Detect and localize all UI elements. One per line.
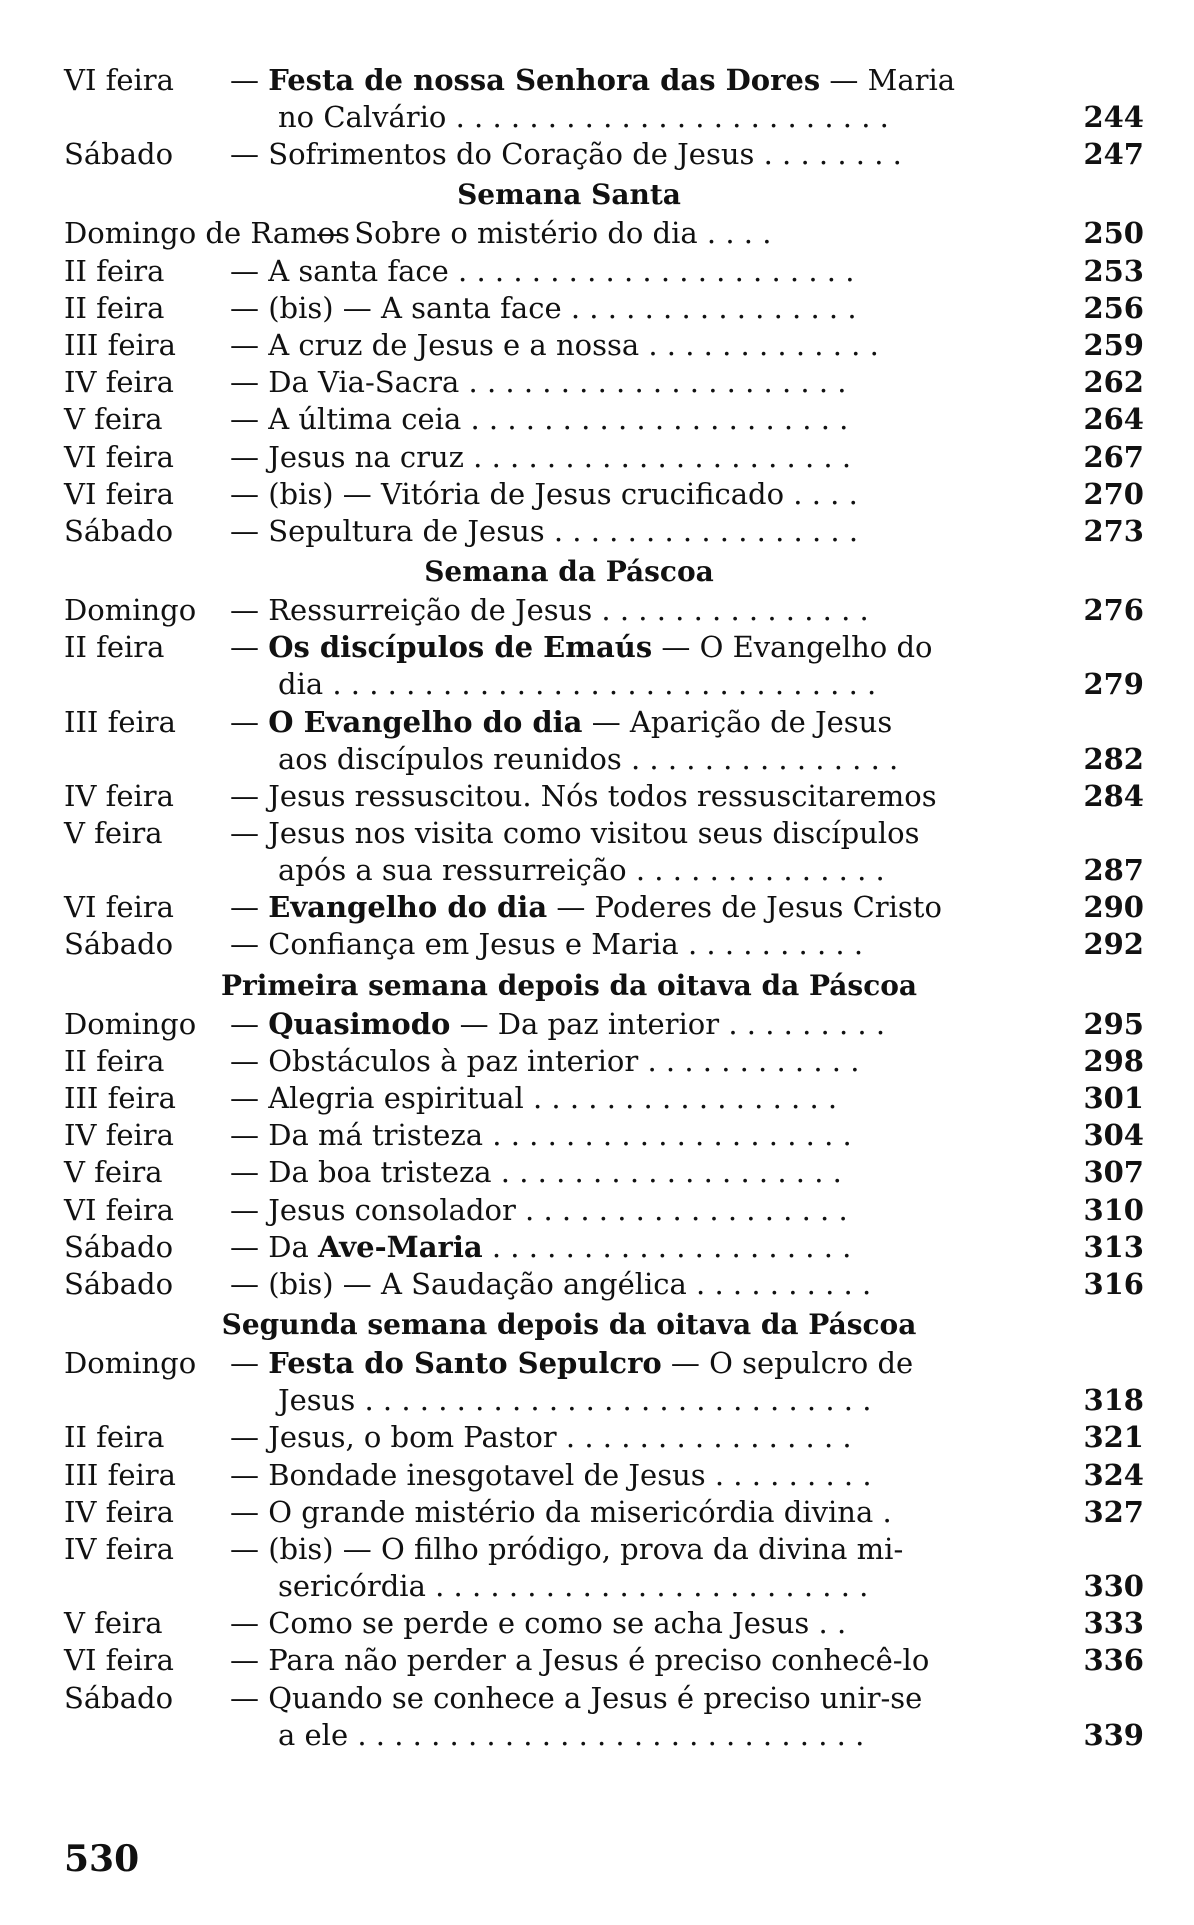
toc-entry-line xyxy=(64,1043,1144,1080)
toc-entry-line xyxy=(64,1117,1144,1154)
entry-title: Jesus . . . . . . . . . . . . . . . . . . . . . . . . . . . . xyxy=(278,1383,872,1418)
entry-title: — (bis) — Vitória de Jesus crucificado . . . . xyxy=(230,476,858,511)
entry-page-number: 304 xyxy=(1083,1118,1144,1153)
toc-entry-line xyxy=(64,704,1144,741)
toc-entry-line xyxy=(64,476,1144,513)
entry-text xyxy=(278,666,876,703)
entry-title: sericórdia . . . . . . . . . . . . . . . . . . . . . . . . xyxy=(278,1569,869,1603)
entry-title: — Alegria espiritual . . . . . . . . . . . . . . . . . xyxy=(230,1081,838,1115)
toc-entry xyxy=(64,1043,1144,1080)
toc-entry-line xyxy=(64,1266,1144,1303)
entry-title: — A santa face . . . . . . . . . . . . . . . . . . . . . . xyxy=(230,253,855,288)
toc-entry-line xyxy=(64,1642,1144,1679)
toc-entry xyxy=(64,592,1144,629)
toc-entry xyxy=(64,1531,1144,1605)
entry-title: — Poderes de Jesus Cristo xyxy=(547,890,942,925)
entry-text xyxy=(278,99,889,136)
toc-entry-line xyxy=(64,666,1144,703)
entry-title: — Jesus consolador . . . . . . . . . . . . . . . . . . xyxy=(230,1192,848,1227)
toc-entry-line xyxy=(64,592,1144,629)
entry-text xyxy=(230,1419,852,1456)
entry-page-number: 313 xyxy=(1083,1229,1144,1264)
entry-text xyxy=(278,741,898,778)
entry-title: — Confiança em Jesus e Maria . . . . . . . . . . xyxy=(230,927,864,962)
toc-entry-line xyxy=(64,1229,1144,1266)
entry-day: Sábado xyxy=(64,1229,174,1264)
entry-text xyxy=(230,1043,859,1080)
entry-page-number: 267 xyxy=(1083,439,1144,474)
entry-title-bold: Festa do Santo Sepulcro xyxy=(268,1346,662,1381)
entry-day: III feira xyxy=(64,1457,176,1492)
entry-title-bold: Festa de nossa Senhora das Dores xyxy=(268,63,821,97)
section-heading: Primeira semana depois da oitava da Páscoa xyxy=(220,968,918,1002)
toc-entry xyxy=(64,513,1144,550)
entry-title: aos discípulos reunidos . . . . . . . . . . . . . . . xyxy=(278,741,899,776)
toc-entry xyxy=(64,1419,1144,1456)
entry-day: Sábado xyxy=(64,927,174,962)
entry-text xyxy=(230,290,857,327)
entry-title: — Sofrimentos do Coração de Jesus . . . . . . . . xyxy=(230,137,902,172)
entry-title: — Da má tristeza . . . . . . . . . . . . . . . . . . . . xyxy=(230,1118,852,1153)
entry-title: após a sua ressurreição . . . . . . . . . . . . . . xyxy=(278,853,885,887)
entry-text xyxy=(230,476,858,513)
entry-page-number: 301 xyxy=(1083,1081,1144,1115)
toc-entry-line xyxy=(64,327,1144,364)
entry-page-number: 290 xyxy=(1083,890,1144,925)
toc-entry-line xyxy=(64,364,1144,401)
toc-entry xyxy=(64,926,1144,963)
entry-day: IV feira xyxy=(64,778,174,813)
entry-page-number: 287 xyxy=(1083,853,1144,887)
entry-text xyxy=(278,852,885,889)
toc-entry xyxy=(64,1345,1144,1419)
toc-entry xyxy=(64,1080,1144,1117)
entry-page-number: 264 xyxy=(1083,402,1144,437)
toc-entry-line xyxy=(64,852,1144,889)
section-heading: Segunda semana depois da oitava da Páscoa xyxy=(221,1308,917,1342)
entry-page-number: 270 xyxy=(1083,476,1144,511)
entry-title: — xyxy=(230,1346,269,1381)
entry-page-number: 316 xyxy=(1083,1267,1144,1301)
entry-title: — Quando se conhece a Jesus é preciso unir-se xyxy=(230,1680,923,1715)
entry-page-number: 247 xyxy=(1083,137,1144,172)
entry-title: a ele . . . . . . . . . . . . . . . . . . . . . . . . . . . . xyxy=(278,1717,865,1752)
toc-entry-line xyxy=(64,889,1144,926)
toc-entry xyxy=(64,1680,1144,1754)
entry-day: V feira xyxy=(64,1155,163,1190)
entry-title: — (bis) — O filho pródigo, prova da divina mi- xyxy=(230,1532,904,1566)
entry-page-number: 256 xyxy=(1083,290,1144,325)
entry-day: Sábado xyxy=(64,514,174,548)
entry-day: Sábado xyxy=(64,1680,174,1715)
entry-text xyxy=(230,253,854,290)
entry-title: — O sepulcro de xyxy=(661,1346,914,1381)
entry-day: Sábado xyxy=(64,137,174,172)
entry-title: — O grande mistério da misericórdia divina . xyxy=(230,1494,892,1529)
entry-day: IV feira xyxy=(64,365,174,400)
entry-text xyxy=(278,1717,864,1754)
entry-title: — Jesus nos visita como visitou seus discípulos xyxy=(230,816,920,850)
entry-text xyxy=(230,704,892,741)
entry-page-number: 327 xyxy=(1083,1494,1144,1529)
entry-title: — O Evangelho do xyxy=(652,630,933,665)
toc-entry-line xyxy=(64,1605,1144,1642)
toc-entry-line xyxy=(64,1531,1144,1568)
entry-title: no Calvário . . . . . . . . . . . . . . . . . . . . . . . . xyxy=(278,100,889,134)
entry-text xyxy=(230,1531,903,1568)
entry-title: — Da paz interior . . . . . . . . . xyxy=(450,1006,886,1041)
toc-entry xyxy=(64,1266,1144,1303)
toc-entry-line xyxy=(64,99,1144,136)
entry-title: — Sepultura de Jesus . . . . . . . . . . . . . . . . . xyxy=(230,514,859,548)
toc-entry xyxy=(64,1494,1144,1531)
entry-day: III feira xyxy=(64,704,176,739)
toc-entry xyxy=(64,778,1144,815)
entry-title-bold: Os discípulos de Emaús xyxy=(268,630,653,665)
toc-entry xyxy=(64,889,1144,926)
entry-text xyxy=(230,629,933,666)
entry-day: VI feira xyxy=(64,1192,174,1227)
toc-entry xyxy=(64,439,1144,476)
entry-text xyxy=(230,889,942,926)
entry-text xyxy=(230,815,920,852)
entry-page-number: 284 xyxy=(1083,778,1144,813)
entry-page-number: 273 xyxy=(1083,514,1144,548)
toc-entry-line xyxy=(64,1154,1144,1191)
toc-entry xyxy=(64,1229,1144,1266)
toc-entry-line xyxy=(64,1494,1144,1531)
entry-text xyxy=(230,1266,871,1303)
toc-entry xyxy=(64,1642,1144,1679)
toc-entry-line xyxy=(64,1419,1144,1456)
entry-text xyxy=(230,1457,872,1494)
entry-page-number: 318 xyxy=(1083,1383,1144,1418)
entry-title: — Ressurreição de Jesus . . . . . . . . . . . . . . . xyxy=(230,593,869,628)
entry-page-number: 250 xyxy=(1083,216,1144,251)
entry-title: — Jesus na cruz . . . . . . . . . . . . . . . . . . . . . xyxy=(230,439,852,474)
toc-entry-line xyxy=(64,1382,1144,1419)
entry-text xyxy=(230,1080,837,1117)
entry-text xyxy=(230,439,851,476)
toc-entry-line xyxy=(64,1345,1144,1382)
entry-title-bold: Quasimodo xyxy=(268,1006,451,1041)
toc-entry-line xyxy=(64,439,1144,476)
toc-entry xyxy=(64,62,1144,136)
toc-entry xyxy=(64,704,1144,778)
entry-page-number: 282 xyxy=(1083,741,1144,776)
toc-entry-line xyxy=(64,815,1144,852)
toc-entry-line xyxy=(64,778,1144,815)
entry-title: — xyxy=(230,704,269,739)
entry-day: V feira xyxy=(64,816,163,850)
entry-day: V feira xyxy=(64,402,163,437)
entry-text xyxy=(230,778,937,815)
toc-entry-line xyxy=(64,1457,1144,1494)
entry-text xyxy=(316,215,771,252)
toc-entry-line xyxy=(64,629,1144,666)
toc-entry xyxy=(64,401,1144,438)
toc-entry xyxy=(64,327,1144,364)
entry-day: II feira xyxy=(64,630,165,665)
entry-page-number: 307 xyxy=(1083,1155,1144,1190)
toc-entry xyxy=(64,476,1144,513)
entry-title: — xyxy=(230,890,269,925)
entry-title: . . . . . . . . . . . . . . . . . . . . xyxy=(482,1229,852,1264)
entry-day: III feira xyxy=(64,328,176,362)
entry-day: II feira xyxy=(64,1043,165,1078)
entry-title: — Para não perder a Jesus é preciso conhecê-lo xyxy=(230,1643,930,1678)
entry-title: — xyxy=(230,1006,269,1041)
entry-day: Domingo xyxy=(64,1346,197,1381)
toc-entry-line xyxy=(64,1568,1144,1605)
entry-text xyxy=(230,327,879,364)
entry-title: — Da boa tristeza . . . . . . . . . . . . . . . . . . . xyxy=(230,1155,842,1190)
entry-day: II feira xyxy=(64,253,165,288)
toc-entry-line xyxy=(64,1192,1144,1229)
entry-day: Domingo de Ramos xyxy=(64,216,350,251)
entry-text xyxy=(230,1494,892,1531)
toc-entry xyxy=(64,1117,1144,1154)
toc-entry-line xyxy=(64,215,1144,252)
entry-day: VI feira xyxy=(64,1643,174,1678)
toc-entry xyxy=(64,1457,1144,1494)
page-number: 530 xyxy=(64,1838,140,1880)
section-heading: Semana da Páscoa xyxy=(424,555,714,589)
entry-title-bold: Evangelho do dia xyxy=(268,890,548,925)
toc-entry-line xyxy=(64,136,1144,173)
entry-day: Domingo xyxy=(64,593,197,628)
entry-page-number: 339 xyxy=(1083,1717,1144,1752)
entry-page-number: 336 xyxy=(1083,1643,1144,1678)
entry-page-number: 244 xyxy=(1083,100,1144,134)
toc-entry-line xyxy=(64,253,1144,290)
section-heading: Semana Santa xyxy=(457,178,681,212)
entry-page-number: 279 xyxy=(1083,667,1144,702)
entry-title: — xyxy=(230,63,269,97)
entry-text xyxy=(230,513,858,550)
entry-day: V feira xyxy=(64,1606,163,1641)
entry-text xyxy=(230,1192,848,1229)
toc-entry-line xyxy=(64,290,1144,327)
entry-title: — xyxy=(230,630,269,665)
entry-page-number: 276 xyxy=(1083,593,1144,628)
entry-title: dia . . . . . . . . . . . . . . . . . . . . . . . . . . . . . . xyxy=(278,667,877,702)
toc-entry xyxy=(64,215,1144,252)
toc-entry-line xyxy=(64,741,1144,778)
entry-text xyxy=(230,1345,913,1382)
toc-entry-line xyxy=(64,1080,1144,1117)
toc-entry-line xyxy=(64,926,1144,963)
entry-title: — (bis) — A santa face . . . . . . . . . . . . . . . . xyxy=(230,290,857,325)
entry-title-bold: O Evangelho do dia xyxy=(268,704,583,739)
entry-page-number: 262 xyxy=(1083,365,1144,400)
entry-title: — Obstáculos à paz interior . . . . . . . . . . . . xyxy=(230,1043,860,1078)
toc-entry xyxy=(64,1605,1144,1642)
entry-title: — Aparição de Jesus xyxy=(582,704,893,739)
entry-title: — Sobre o mistério do dia . . . . xyxy=(316,216,772,251)
entry-text xyxy=(230,401,848,438)
entry-text xyxy=(230,1117,852,1154)
entry-page-number: 333 xyxy=(1083,1606,1144,1641)
toc-entry-line xyxy=(64,1717,1144,1754)
entry-page-number: 253 xyxy=(1083,253,1144,288)
toc-entry xyxy=(64,1154,1144,1191)
entry-page-number: 259 xyxy=(1083,328,1144,362)
toc-entry-line xyxy=(64,513,1144,550)
entry-page-number: 310 xyxy=(1083,1192,1144,1227)
toc-entry xyxy=(64,253,1144,290)
entry-title: — Da xyxy=(230,1229,318,1264)
entry-page-number: 324 xyxy=(1083,1457,1144,1492)
entry-title-bold: Ave-Maria xyxy=(317,1229,483,1264)
entry-day: Sábado xyxy=(64,1267,174,1301)
entry-title: — Jesus ressuscitou. Nós todos ressuscitaremos xyxy=(230,778,937,813)
entry-title: — Jesus, o bom Pastor . . . . . . . . . . . . . . . . xyxy=(230,1420,852,1455)
toc-entry xyxy=(64,1192,1144,1229)
entry-text xyxy=(278,1568,868,1605)
entry-day: VI feira xyxy=(64,63,174,97)
toc-entry xyxy=(64,364,1144,401)
entry-text xyxy=(278,1382,871,1419)
entry-text xyxy=(230,136,902,173)
entry-page-number: 295 xyxy=(1083,1006,1144,1041)
entry-title: — Bondade inesgotavel de Jesus . . . . . . . . . xyxy=(230,1457,872,1492)
toc-entry xyxy=(64,1006,1144,1043)
entry-day: VI feira xyxy=(64,890,174,925)
entry-text xyxy=(230,1154,842,1191)
toc-entry xyxy=(64,815,1144,889)
entry-day: IV feira xyxy=(64,1118,174,1153)
entry-page-number: 321 xyxy=(1083,1420,1144,1455)
entry-text xyxy=(230,1642,929,1679)
toc-entry-line xyxy=(64,1006,1144,1043)
entry-page-number: 298 xyxy=(1083,1043,1144,1078)
entry-text xyxy=(230,1006,885,1043)
entry-title: — Maria xyxy=(820,63,956,97)
entry-page-number: 292 xyxy=(1083,927,1144,962)
toc-entry xyxy=(64,290,1144,327)
entry-day: II feira xyxy=(64,1420,165,1455)
entry-text xyxy=(230,1605,846,1642)
entry-title: — Da Via-Sacra . . . . . . . . . . . . . . . . . . . . . xyxy=(230,365,847,400)
entry-title: — A cruz de Jesus e a nossa . . . . . . . . . . . . . xyxy=(230,328,879,362)
entry-day: VI feira xyxy=(64,476,174,511)
entry-page-number: 330 xyxy=(1083,1569,1144,1603)
entry-text xyxy=(230,62,955,99)
entry-text xyxy=(230,1229,851,1266)
toc-entry-line xyxy=(64,1680,1144,1717)
entry-title: — A última ceia . . . . . . . . . . . . . . . . . . . . . xyxy=(230,402,849,437)
entry-day: II feira xyxy=(64,290,165,325)
entry-text xyxy=(230,592,869,629)
toc-entry xyxy=(64,136,1144,173)
entry-day: VI feira xyxy=(64,439,174,474)
toc-entry xyxy=(64,629,1144,703)
entry-title: — Como se perde e como se acha Jesus . . xyxy=(230,1606,847,1641)
toc-entry-line xyxy=(64,401,1144,438)
entry-title: — (bis) — A Saudação angélica . . . . . . . . . . xyxy=(230,1267,872,1301)
entry-text xyxy=(230,364,847,401)
entry-day: III feira xyxy=(64,1081,176,1115)
entry-text xyxy=(230,926,863,963)
entry-day: IV feira xyxy=(64,1494,174,1529)
entry-day: IV feira xyxy=(64,1532,174,1566)
entry-text xyxy=(230,1680,922,1717)
toc-entry-line xyxy=(64,62,1144,99)
entry-day: Domingo xyxy=(64,1006,197,1041)
